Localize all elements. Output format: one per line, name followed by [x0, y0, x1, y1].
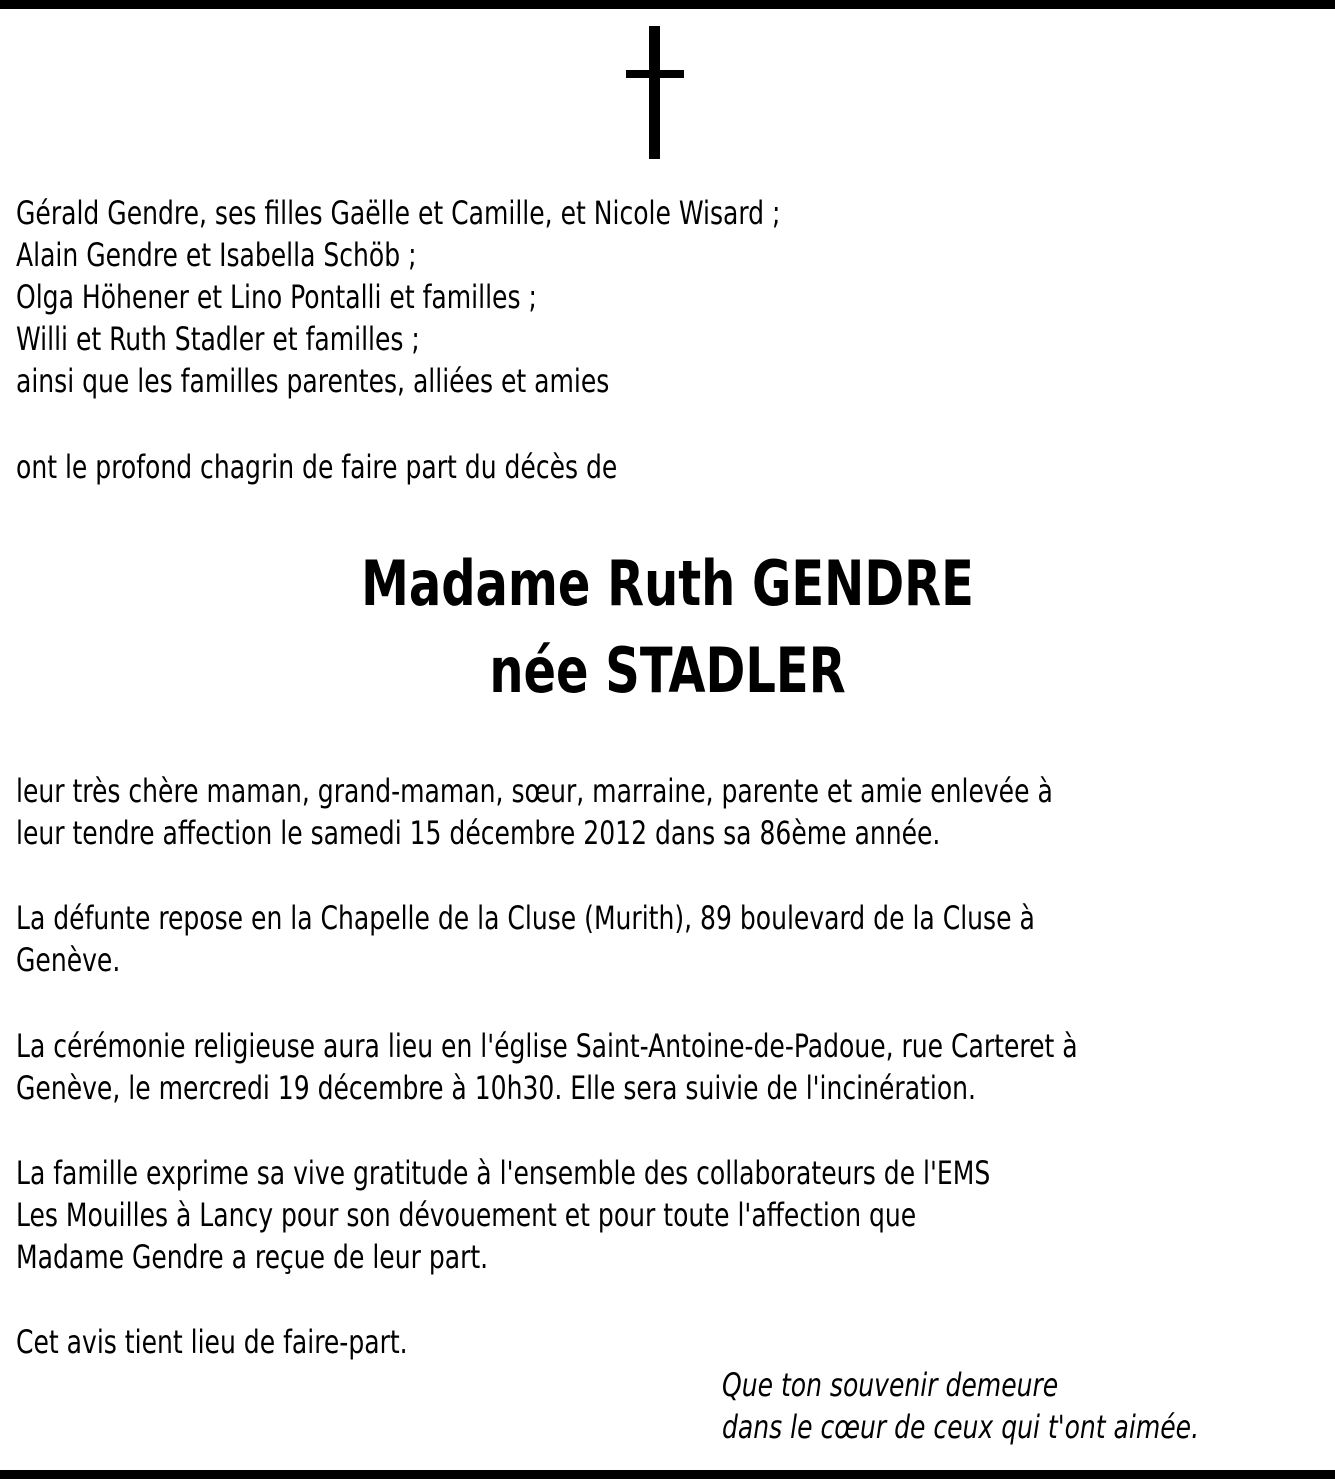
paragraph-notice	[16, 1321, 408, 1363]
deceased-maiden-name: née STADLER	[489, 634, 846, 707]
family-line: ainsi que les familles parentes, alliées et amies	[16, 362, 610, 400]
paragraph-line: La famille exprime sa vive gratitude à l'ensemble des collaborateurs de l'EMS	[16, 1154, 991, 1192]
paragraph-rest-place	[16, 897, 1035, 981]
family-line: Olga Höhener et Lino Pontalli et familles ;	[16, 278, 537, 316]
motto-line: Que ton souvenir demeure	[722, 1366, 1059, 1404]
deceased-name: Madame Ruth GENDRE	[361, 547, 974, 620]
top-rule	[0, 0, 1335, 9]
paragraph-affection	[16, 770, 1053, 854]
paragraph-ceremony	[16, 1025, 1078, 1109]
family-list	[16, 192, 780, 402]
motto-line: dans le cœur de ceux qui t'ont aimée.	[722, 1408, 1200, 1446]
paragraph-line: leur tendre affection le samedi 15 décembre 2012 dans sa 86ème année.	[16, 814, 941, 852]
announcement-text: ont le profond chagrin de faire part du décès de	[16, 448, 618, 486]
paragraph-line: La défunte repose en la Chapelle de la Cluse (Murith), 89 boulevard de la Cluse à	[16, 899, 1035, 937]
bottom-rule	[0, 1470, 1335, 1479]
deceased-name-block	[0, 540, 1335, 714]
paragraph-line: Les Mouilles à Lancy pour son dévouement et pour toute l'affection que	[16, 1196, 917, 1234]
family-line: Gérald Gendre, ses filles Gaëlle et Camille, et Nicole Wisard ;	[16, 194, 781, 232]
paragraph-line: Madame Gendre a reçue de leur part.	[16, 1238, 489, 1276]
paragraph-line: La cérémonie religieuse aura lieu en l'église Saint-Antoine-de-Padoue, rue Carteret à	[16, 1027, 1078, 1065]
paragraph-line: leur très chère maman, grand-maman, sœur, marraine, parente et amie enlevée à	[16, 772, 1053, 810]
family-line: Willi et Ruth Stadler et familles ;	[16, 320, 420, 358]
cross-icon	[626, 26, 684, 159]
paragraph-line: Genève, le mercredi 19 décembre à 10h30. Elle sera suivie de l'incinération.	[16, 1069, 976, 1107]
paragraph-gratitude	[16, 1152, 990, 1278]
family-line: Alain Gendre et Isabella Schöb ;	[16, 236, 417, 274]
memorial-motto	[722, 1364, 1199, 1448]
announcement	[16, 446, 617, 488]
paragraph-line: Cet avis tient lieu de faire-part.	[16, 1323, 408, 1361]
paragraph-line: Genève.	[16, 941, 121, 979]
